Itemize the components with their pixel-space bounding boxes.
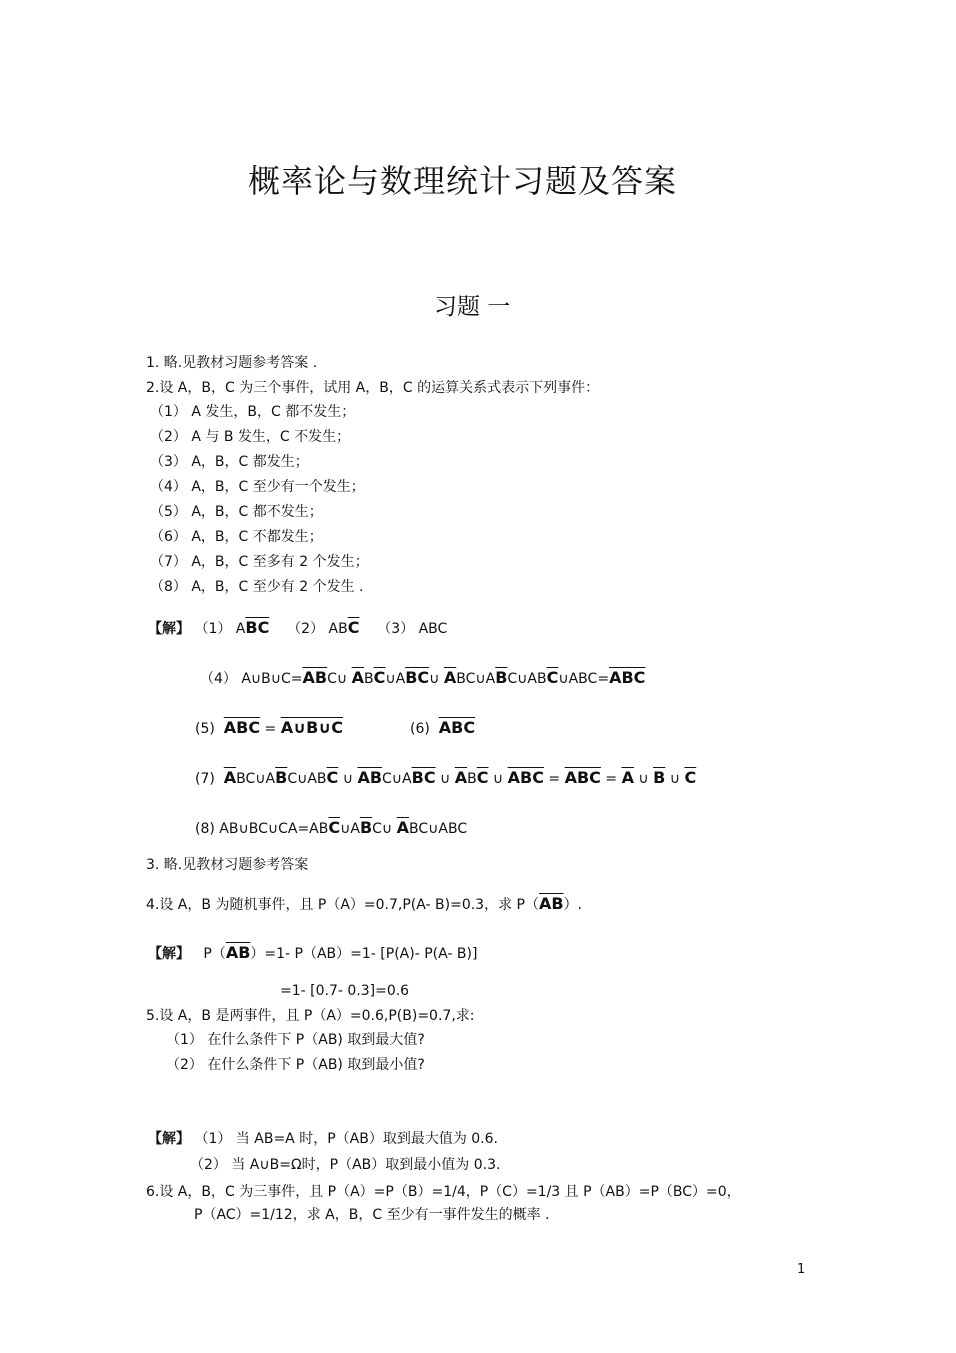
question-3: 3. 略.见教材习题参考答案 (146, 857, 309, 873)
question-2-item-1: （1） A 发生，B，C 都不发生； (150, 404, 356, 420)
question-1: 1. 略.见教材习题参考答案 . (146, 355, 318, 371)
question-2-item-3: （3） A，B，C 都发生； (150, 454, 309, 470)
question-2-item-6: （6） A，B，C 不都发生； (150, 529, 323, 545)
question-2-item-8: （8） A，B，C 至少有 2 个发生 . (150, 579, 364, 595)
solution-2-line-8: (8) $AB\cup BC\cup CA=AB\overline{C}\cup A\overline{B}C\cup$ $\overline{A}BC\cup ABC$ (195, 818, 468, 837)
solution-label: 【解】 (148, 946, 190, 962)
question-2-item-7: （7） A，B，C 至多有 2 个发生； (150, 554, 369, 570)
solution-2-line-4: （4） $A\cup B\cup C=\overline{AB}C\cup$ $\overline{A}B\overline{C}\cup A\overline{BC}\cup$ $\overline{A}BC\cup A\overline{B}C\cup AB\overline{C}\cup ABC=\overline{ABC}$ (200, 668, 646, 687)
question-5-item-1: （1） 在什么条件下 P（AB) 取到最大值? (166, 1032, 425, 1048)
solution-2-line-7: (7) $\overline{A}BC\cup A\overline{B}C\cup AB\overline{C}$ ∪ $\overline{AB}C\cup A\overline{BC}$ ∪ $\overline{A}B\overline{C}$ ∪ $\overline{ABC} = \overline{ABC} = \overline{A}$ ∪ $\overline{B}$ ∪ $\overline{C}$ (195, 768, 697, 787)
solution-2-line-1: 【解】 （1） $A\overline{BC}$ （2） $AB\overline{C}$ （3） ABC (148, 618, 448, 637)
question-2-item-5: （5） A，B，C 都不发生； (150, 504, 323, 520)
question-5-item-2: （2） 在什么条件下 P（AB) 取到最小值? (166, 1057, 425, 1073)
solution-2-line-5: (5) $\overline{ABC}$ = A∪B∪C (195, 718, 344, 737)
page-number: 1 (797, 1262, 806, 1277)
solution-label: 【解】 (148, 621, 190, 637)
question-6-line-2: P（AC）=1/12，求 A，B，C 至少有一事件发生的概率 . (194, 1207, 550, 1223)
question-4: 4.设 A，B 为随机事件，且 P（A）=0.7,P(A- B)=0.3，求 $P(\overline{AB})$. (146, 894, 583, 913)
solution-5-line-2: （2） 当 A∪B=Ω时，P（AB）取到最小值为 0.3. (190, 1157, 501, 1173)
section-title: 习题 一 (434, 294, 511, 320)
question-2-item-2: （2） A 与 B 发生，C 不发生； (150, 429, 351, 445)
page-title: 概率论与数理统计习题及答案 (248, 162, 678, 200)
solution-2-line-6: (6) $\overline{ABC}$ (410, 718, 476, 737)
question-6-line-1: 6.设 A，B，C 为三事件，且 P（A）=P（B）=1/4，P（C）=1/3 且 P（AB）=P（BC）=0， (146, 1184, 741, 1200)
question-5: 5.设 A，B 是两事件，且 P（A）=0.6,P(B)=0.7,求: (146, 1008, 475, 1024)
question-2-item-4: （4） A，B，C 至少有一个发生； (150, 479, 365, 495)
question-2: 2.设 A，B，C 为三个事件，试用 A，B，C 的运算关系式表示下列事件： (146, 380, 600, 396)
solution-4-line-2: =1- [0.7- 0.3]=0.6 (280, 983, 410, 999)
solution-label: 【解】 (148, 1131, 190, 1147)
solution-5-line-1: 【解】 （1） 当 AB=A 时，P（AB）取到最大值为 0.6. (148, 1131, 498, 1147)
solution-4-line-1: 【解】 $P(\overline{AB})=1-$ P（AB）=1- [P(A)- P(A- B)] (148, 943, 478, 962)
